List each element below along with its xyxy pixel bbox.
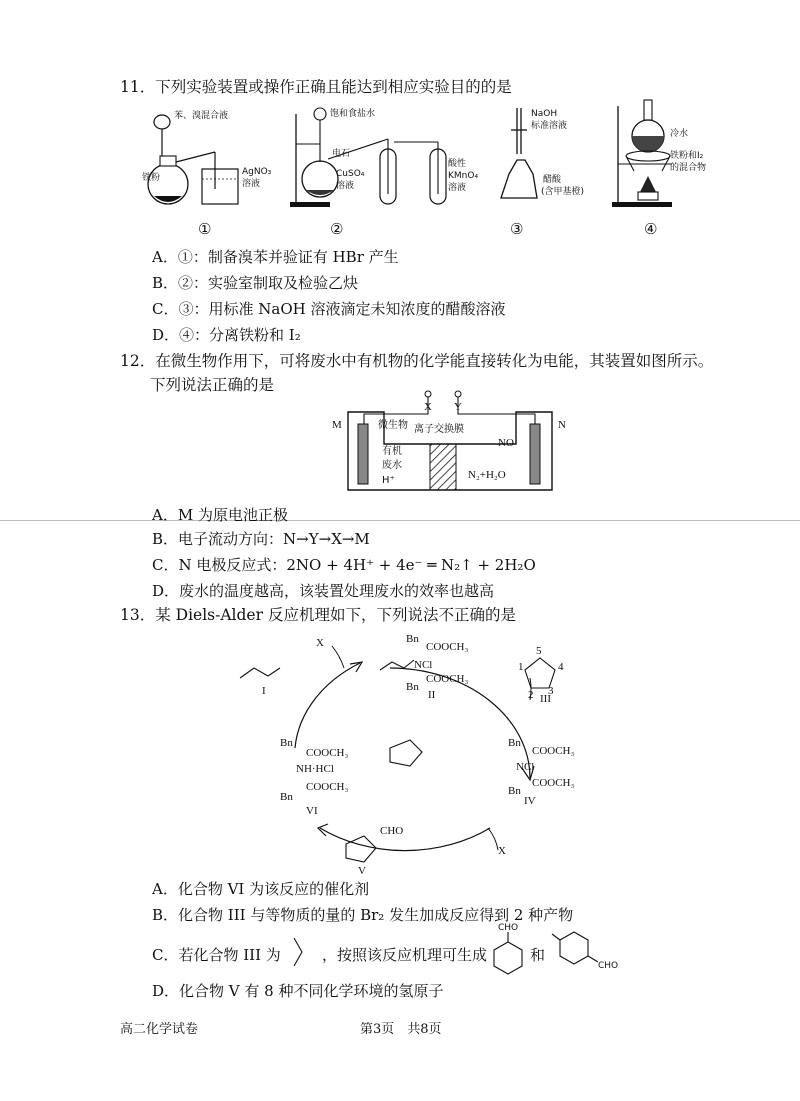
q12-stem-line-1: 12．在微生物作用下，可将废水中有机物的化学能直接转化为电能，其装置如图所示。 — [120, 352, 714, 370]
q12-option-c: C．N 电极反应式：2NO + 4H⁺ + 4e⁻ ═ N₂↑ + 2H₂O — [152, 556, 536, 574]
II-bn-bottom: Bn — [406, 681, 419, 693]
membrane-label: 离子交换膜 — [414, 424, 464, 435]
q13-stem: 13．某 Diels-Alder 反应机理如下，下列说法不正确的是 — [120, 606, 516, 624]
II-cooch3-top: COOCH₃ — [426, 641, 469, 653]
q11-option-b: B．②：实验室制取及检验乙炔 — [152, 274, 359, 292]
compound-I-label: I — [262, 685, 266, 697]
fuel-cell-diagram — [320, 386, 580, 496]
q11-option-c: C．③：用标准 NaOH 溶液滴定未知浓度的醋酸溶液 — [152, 300, 506, 318]
q12-option-a: A．M 为原电池正极 — [152, 506, 288, 524]
V-cho: CHO — [380, 825, 404, 837]
II-bn-top: Bn — [406, 633, 419, 645]
q13-option-b: B．化合物 III 与等物质的量的 Br₂ 发生加成反应得到 2 种产物 — [152, 906, 574, 924]
footer-page-number: 第3页 共8页 — [360, 1022, 442, 1037]
VI-bn-top: Bn — [280, 737, 293, 749]
IV-cooch3-bottom: COOCH₃ — [532, 777, 575, 789]
apparatus-3-acid-label-1: 醋酸 — [543, 175, 562, 185]
apparatus-1-diagram — [140, 104, 290, 214]
apparatus-1-top-label: 苯、溴混合液 — [174, 111, 229, 121]
x-reagent-top: X — [316, 637, 324, 649]
q13-option-d: D．化合物 V 有 8 种不同化学环境的氢原子 — [152, 982, 444, 1000]
compound-VI-label: VI — [306, 805, 318, 817]
IV-bn-top: Bn — [508, 737, 521, 749]
apparatus-2-diagram — [288, 104, 478, 214]
apparatus-4-number: ④ — [644, 220, 658, 238]
hplus-label: H⁺ — [382, 475, 395, 486]
organic-label: 有机 — [382, 446, 402, 457]
III-num-5: 5 — [536, 645, 542, 657]
apparatus-2-stone-label: 电石 — [332, 149, 351, 159]
product-2-structure — [548, 928, 648, 974]
apparatus-3-diagram — [495, 104, 605, 214]
product-1-structure — [488, 922, 528, 980]
compound-V-label: V — [358, 865, 366, 877]
apparatus-2-cuso4-label-2: 溶液 — [336, 181, 355, 191]
III-num-2: 2 — [528, 689, 534, 701]
page-fold-line — [0, 520, 800, 521]
apparatus-3-acid-label-2: (含甲基橙) — [541, 187, 585, 197]
VI-nhhcl: NH·HCl — [296, 763, 334, 775]
electrode-m-label: M — [332, 419, 342, 431]
q12-option-d: D．废水的温度越高，该装置处理废水的效率也越高 — [152, 582, 495, 600]
footer-subject: 高二化学试卷 — [120, 1022, 199, 1037]
diels-alder-mechanism — [240, 628, 600, 877]
apparatus-4-mix-label-1: 铁粉和I₂ — [670, 151, 704, 161]
q11-option-d: D．④：分离铁粉和 I₂ — [152, 326, 301, 344]
diene-structure — [290, 932, 320, 972]
q13-option-c-part-2: ，按照该反应机理可生成 — [322, 946, 488, 964]
apparatus-2-cuso4-label: CuSO₄ — [336, 169, 365, 179]
product-1-cho: CHO — [498, 923, 519, 933]
apparatus-2-kmno4-label-1: 酸性 — [448, 159, 467, 169]
q13-option-c-part-1: C．若化合物 III 为 — [152, 946, 281, 964]
IV-cooch3-top: COOCH₃ — [532, 745, 575, 757]
no-label: NO — [498, 437, 514, 449]
VI-cooch3-top: COOCH₃ — [306, 747, 349, 759]
III-num-4: 4 — [558, 661, 564, 673]
n2h2o-label: N₂+H₂O — [468, 469, 506, 481]
q13-option-a: A．化合物 VI 为该反应的催化剂 — [152, 880, 370, 898]
VI-cooch3-bottom: COOCH₃ — [306, 781, 349, 793]
compound-IV-label: IV — [524, 795, 536, 807]
x-reagent-bottom: X — [498, 845, 506, 857]
compound-III-label: III — [540, 693, 551, 705]
apparatus-1-agno3-label: AgNO₃ — [242, 167, 272, 177]
VI-bn-bottom: Bn — [280, 791, 293, 803]
apparatus-4-mix-label-2: 的混合物 — [670, 163, 707, 173]
waste-label: 废水 — [382, 460, 402, 471]
apparatus-3-number: ③ — [510, 220, 524, 238]
apparatus-2-top-label: 饱和食盐水 — [330, 109, 376, 119]
IV-ncl: NCl — [516, 761, 535, 773]
q13-option-c-part-3: 和 — [530, 946, 546, 964]
q12-option-b: B．电子流动方向：N→Y→X→M — [152, 530, 370, 548]
apparatus-2-kmno4-label-2: KMnO₄ — [448, 171, 479, 181]
apparatus-4-diagram — [610, 96, 730, 216]
apparatus-1-agno3-label-2: 溶液 — [242, 179, 261, 189]
III-num-3: 3 — [548, 685, 554, 697]
apparatus-2-number: ② — [330, 220, 344, 238]
compound-II-label: II — [428, 689, 436, 701]
q12-stem-line-2: 下列说法正确的是 — [150, 376, 275, 394]
terminal-x-label: X — [424, 401, 432, 413]
apparatus-3-naoh-label-2: 标准溶液 — [531, 121, 568, 131]
terminal-y-label: Y — [454, 401, 462, 413]
apparatus-4-cold-label: 冷水 — [670, 129, 689, 139]
apparatus-3-naoh-label-1: NaOH — [531, 109, 558, 119]
apparatus-1-number: ① — [198, 220, 212, 238]
IV-bn-bottom: Bn — [508, 785, 521, 797]
II-ncl: NCl — [414, 659, 433, 671]
electrode-n-label: N — [558, 419, 566, 431]
apparatus-2-kmno4-label-3: 溶液 — [448, 183, 467, 193]
q11-stem: 11．下列实验装置或操作正确且能达到相应实验目的的是 — [120, 78, 512, 96]
microbe-label: 微生物 — [378, 420, 408, 431]
II-cooch3-bottom: COOCH₃ — [426, 673, 469, 685]
apparatus-1-iron-label: 铁粉 — [142, 173, 161, 183]
q11-option-a: A．①：制备溴苯并验证有 HBr 产生 — [152, 248, 399, 266]
III-num-1: 1 — [518, 661, 524, 673]
product-2-cho: CHO — [598, 961, 619, 971]
